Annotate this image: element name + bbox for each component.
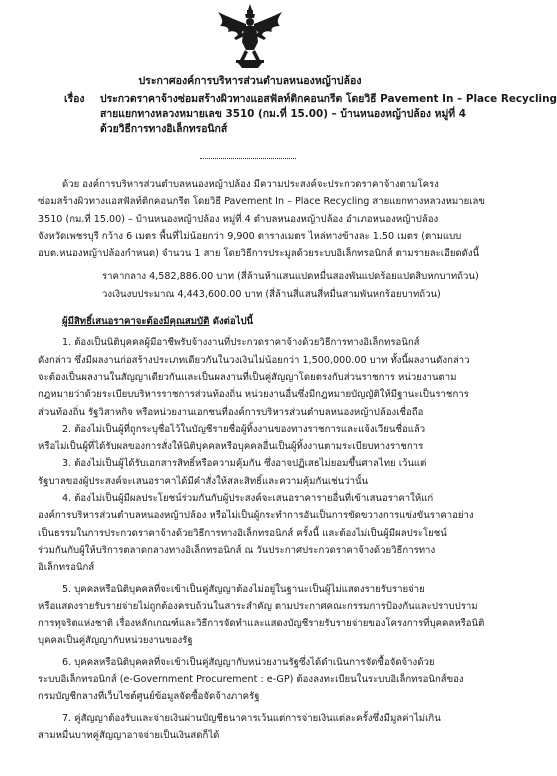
- qualification-item-3: [38, 455, 488, 490]
- item-line: 5. บุคคลหรือนิติบุคคลที่จะเข้าเป็นคู่สัญญาต้องไม่อยู่ในฐานะเป็นผู้ไม่แสดงรายรับรายจ่าย: [62, 583, 425, 595]
- qualification-item-5: [38, 581, 488, 650]
- item-line: ดังกล่าว ซึ่งมีผลงานก่อสร้างประเภทเดียวกันในวงเงินไม่น้อยกว่า 1,500,000.00 บาท ทั้งนี้ผลงานดังกล่าว: [38, 354, 470, 366]
- item-line: ระบบอิเล็กทรอนิกส์ (e-Government Procurement : e-GP) ต้องลงทะเบียนในระบบอิเล็กทรอนิกส์ของ: [38, 674, 464, 686]
- intro-paragraph: [38, 176, 488, 262]
- subject-label: เรื่อง: [64, 93, 85, 105]
- price-block: [38, 268, 488, 303]
- qualification-suffix: ดังต่อไปนี้: [209, 316, 254, 328]
- intro-line: จังหวัดเพชรบุรี กว้าง 6 เมตร พื้นที่ไม่น้อยกว่า 9,900 ตารางเมตร ไหล่ทางข้างละ 1.50 เมตร (ตามแบบ: [38, 230, 462, 242]
- subject-line: ด้วยวิธีการทางอิเล็กทรอนิกส์: [100, 123, 228, 135]
- subject-line: สายแยกทางหลวงหมายเลข 3510 (กม.ที่ 15.00) – บ้านหนองหญ้าปล้อง หมู่ที่ 4: [100, 108, 466, 120]
- item-line: เป็นธรรมในการประกวดราคาจ้างด้วยวิธีการทางอิเล็กทรอนิกส์ ครั้งนี้ และต้องไม่เป็นผู้มีผลประโยชน์: [38, 527, 447, 539]
- document-body: [38, 176, 488, 744]
- item-line: จะต้องเป็นผลงานในสัญญาเดียวกันและเป็นผลงานที่เป็นคู่สัญญาโดยตรงกับส่วนราชการ หน่วยงานตาม: [38, 371, 457, 383]
- item-line: กฎหมายว่าด้วยระเบียบบริหารราชการส่วนท้องถิ่น หน่วยงานอื่นซึ่งมีกฎหมายบัญญัติให้มีฐานะเป็นราชการ: [38, 389, 469, 401]
- item-line: อิเล็กทรอนิกส์: [38, 562, 95, 574]
- item-line: 7. คู่สัญญาต้องรับและจ่ายเงินผ่านบัญชีธนาคารเว้นแต่การจ่ายเงินแต่ละครั้งซึ่งมีมูลค่าไม่เกิน: [62, 712, 441, 724]
- qualification-heading: [38, 303, 488, 330]
- dotted-separator: [200, 158, 296, 159]
- qualification-title: ผู้มีสิทธิ์เสนอราคาจะต้องมีคุณสมบัติ: [62, 316, 210, 328]
- item-line: การทุจริตแห่งชาติ เรื่องหลักเกณฑ์และวิธีการจัดทำและแสดงบัญชีรายรับรายจ่ายของโครงการที่บุคคลหรือนิติ: [38, 618, 485, 630]
- item-line: 3. ต้องไม่เป็นผู้ได้รับเอกสารสิทธิ์หรือความคุ้มกัน ซึ่งอาจปฏิเสธไม่ยอมขึ้นศาลไทย เว้นแต่: [62, 458, 427, 470]
- intro-line: ซ่อมสร้างผิวทางแอสฟัลท์ติกคอนกรีต โดยวิธี Pavement In – Place Recycling สายแยกทางหลวงหมายเลข: [38, 196, 485, 208]
- announcement-title: ประกาศองค์การบริหารส่วนตำบลหนองหญ้าปล้อง: [138, 75, 362, 87]
- item-line: 6. บุคคลหรือนิติบุคคลที่จะเข้าเป็นคู่สัญญากับหน่วยงานรัฐซึ่งได้ดำเนินการจัดซื้อจัดจ้างด้วย: [62, 656, 435, 668]
- qualification-item-4: [38, 490, 488, 576]
- qualification-item-2: [38, 421, 488, 456]
- item-line: สามหมื่นบาทคู่สัญญาอาจจ่ายเป็นเงินสดก็ได้: [38, 729, 220, 741]
- item-line: องค์การบริหารส่วนตำบลหนองหญ้าปล้อง หรือไม่เป็นผู้กระทำการอันเป็นการขัดขวางการแข่งขันราคาอย่าง: [38, 510, 474, 522]
- intro-line: อบต.หนองหญ้าปล้องกำหนด) จำนวน 1 สาย โดยวิธีการประมูลด้วยระบบอิเล็กทรอนิกส์ ตามรายละเอียดดังนี้: [38, 248, 480, 260]
- garuda-emblem-icon: [216, 2, 284, 70]
- qualification-item-7: [38, 710, 488, 745]
- item-line: 1. ต้องเป็นนิติบุคคลผู้มีอาชีพรับจ้างงานที่ประกวดราคาจ้างด้วยวิธีการทางอิเล็กทรอนิกส์: [62, 337, 420, 349]
- item-line: รัฐบาลของผู้ประสงค์จะเสนอราคาได้มีคำสั่งให้สละสิทธิ์และความคุ้มกันเช่นว่านั้น: [38, 475, 369, 487]
- budget-amount: วงเงินงบประมาณ 4,443,600.00 บาท (สี่ล้านสี่แสนสี่หมื่นสามพันหกร้อยบาทถ้วน): [102, 288, 441, 300]
- intro-line: ด้วย องค์การบริหารส่วนตำบลหนองหญ้าปล้อง มีความประสงค์จะประกวดราคาจ้างตามโครง: [62, 179, 439, 190]
- item-line: กรมบัญชีกลางที่เว็บไซต์ศูนย์ข้อมูลจัดซื้อจัดจ้างภาครัฐ: [38, 691, 260, 703]
- qualification-item-6: [38, 654, 488, 706]
- item-line: หรือไม่เป็นผู้ที่ได้รับผลของการสั่งให้นิติบุคคลหรือบุคคลอื่นเป็นผู้ทิ้งงานตามระเบียบทางราชการ: [38, 441, 424, 453]
- subject-block: [64, 92, 557, 137]
- item-line: ส่วนท้องถิ่น รัฐวิสาหกิจ หรือหน่วยงานเอกชนที่องค์การบริหารส่วนตำบลหนองหญ้าปล้องเชื่อถือ: [38, 406, 424, 418]
- item-line: 4. ต้องไม่เป็นผู้มีผลประโยชน์ร่วมกันกับผู้ประสงค์จะเสนอราคารายอื่นที่เข้าเสนอราคาให้แก่: [62, 493, 434, 505]
- item-line: 2. ต้องไม่เป็นผู้ที่ถูกระบุชื่อไว้ในบัญชีรายชื่อผู้ทิ้งงานของทางราชการและแจ้งเวียนชื่อแล้ว: [62, 423, 426, 435]
- reference-price: ราคากลาง 4,582,886.00 บาท (สี่ล้านห้าแสนแปดหมื่นสองพันแปดร้อยแปดสิบหกบาทถ้วน): [102, 271, 479, 283]
- qualification-item-1: [38, 334, 488, 420]
- intro-line: 3510 (กม.ที่ 15.00) – บ้านหนองหญ้าปล้อง หมู่ที่ 4 ตำบลหนองหญ้าปล้อง อำเภอหนองหญ้าปล้อง: [38, 213, 439, 225]
- item-line: บุคคลเป็นคู่สัญญากับหน่วยงานของรัฐ: [38, 635, 193, 647]
- document-header: [0, 74, 500, 89]
- item-line: หรือแสดงรายรับรายจ่ายไม่ถูกต้องครบถ้วนในสาระสำคัญ ตามประกาศคณะกรรมการป้องกันและปราบปราม: [38, 600, 478, 612]
- item-line: ร่วมกันกับผู้ให้บริการตลาดกลางทางอิเล็กทรอนิกส์ ณ วันประกาศประกวดราคาจ้างด้วยวิธีการทาง: [38, 544, 436, 556]
- subject-line: ประกวดราคาจ้างซ่อมสร้างผิวทางแอสฟัลท์ติกคอนกรีต โดยวิธี Pavement In – Place Recycling: [100, 93, 557, 105]
